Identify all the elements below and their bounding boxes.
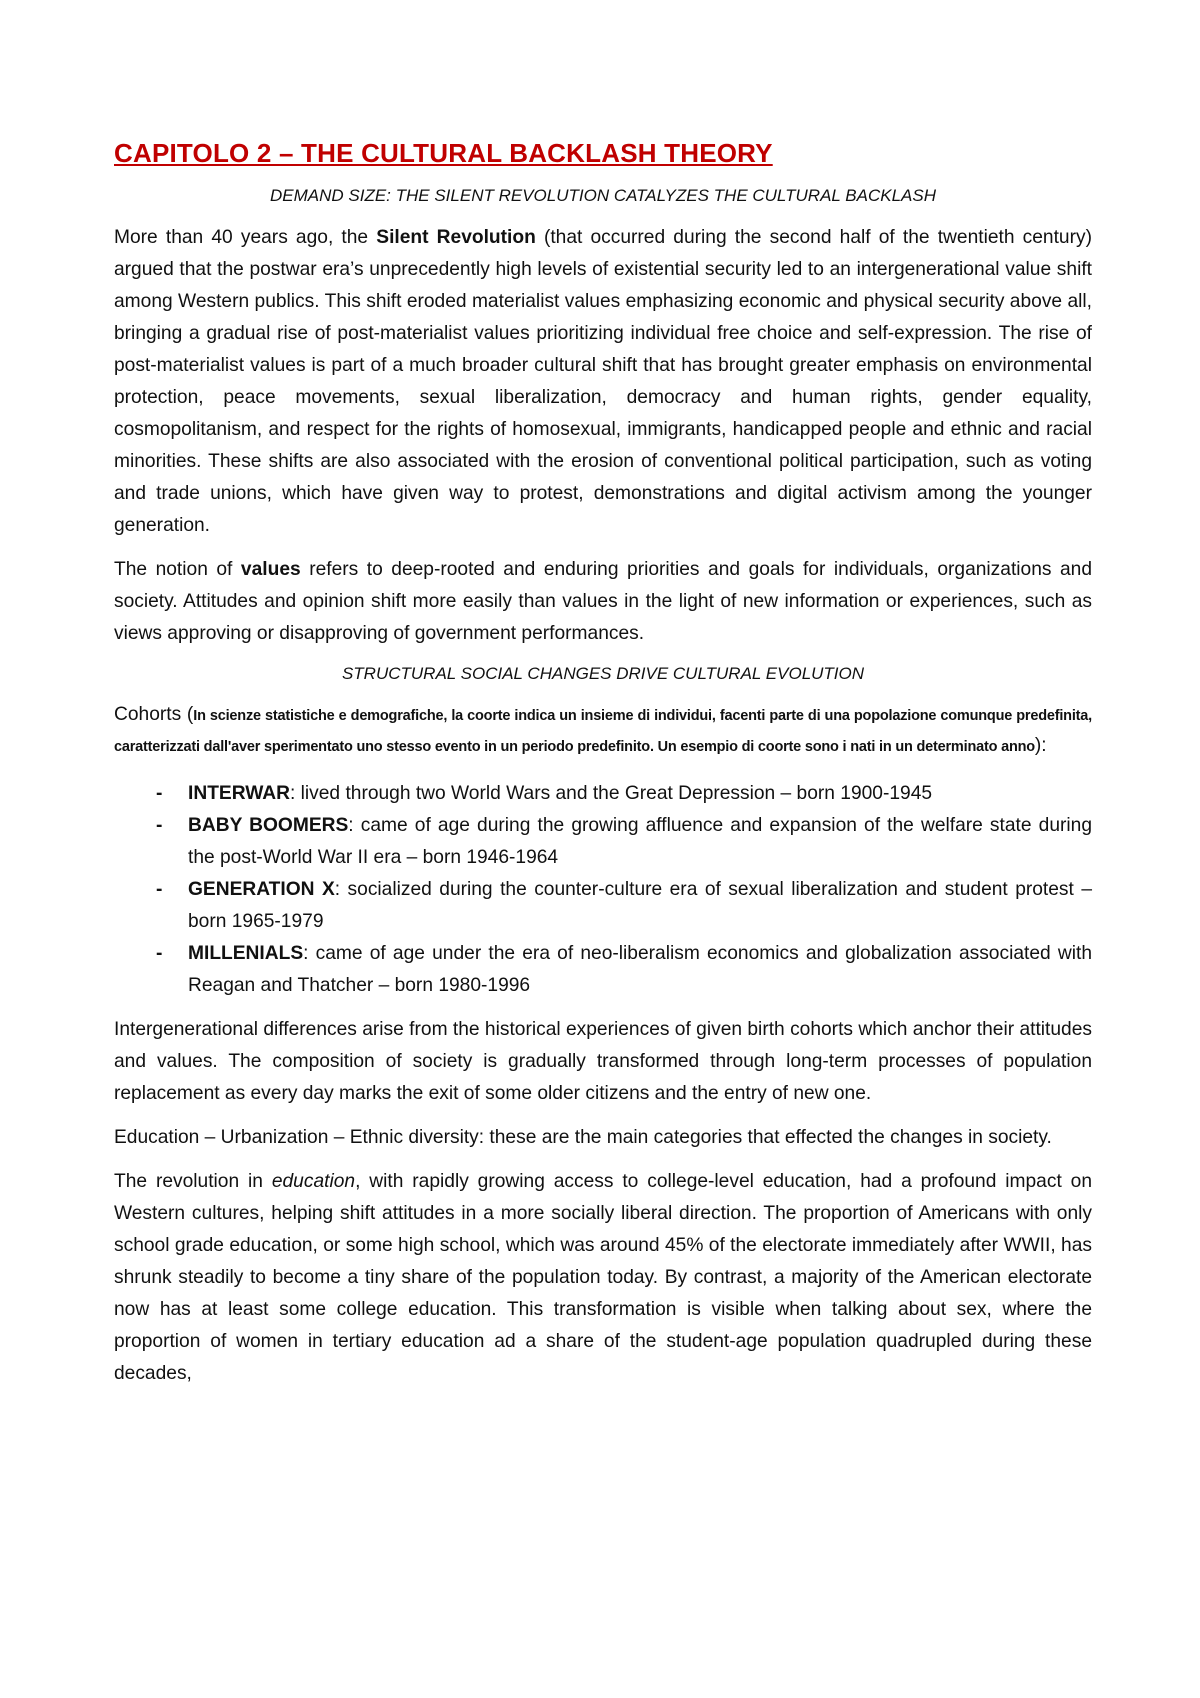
cohort-label: MILLENIALS xyxy=(188,943,304,964)
cohorts-term: Cohorts xyxy=(114,704,182,725)
list-item-millenials: - MILLENIALS: came of age under the era of neo-liberalism economics and globalization associated with Reagan and Thatcher – born 1980-1996 xyxy=(156,943,1092,996)
list-item-baby-boomers: - BABY BOOMERS: came of age during the growing affluence and expansion of the welfare state during the post-World War II era – born 1946-1964 xyxy=(156,815,1092,868)
cohort-label: BABY BOOMERS xyxy=(188,815,349,836)
italic-term-education: education xyxy=(271,1171,356,1192)
list-item-generation-x: - GENERATION X: socialized during the counter-culture era of sexual liberalization and student protest – born 1965-1979 xyxy=(156,879,1092,932)
bold-term-silent-revolution: Silent Revolution xyxy=(376,227,536,248)
paragraph-silent-revolution: More than 40 years ago, the Silent Revolution (that occurred during the second half of the twentieth century) argued that the postwar era’s unprecedently high levels of existential security led to an intergenerational value shift among Western publics. This shift eroded materialist values emphasizing economic and physical security above all, bringing a gradual rise of post-materialist values prioritizing individual free choice and self-expression. The rise of post-materialist values is part of a much broader cultural shift that has brought greater emphasis on environmental protection, peace movements, sexual liberalization, democracy and human rights, gender equality, cosmopolitanism, and respect for the rights of homosexual, immigrants, handicapped people and ethnic and racial minorities. These shifts are also associated with the erosion of conventional political participation, such as voting and trade unions, which have given way to protest, demonstrations and digital activism among the younger generation. xyxy=(114,227,1092,536)
bold-term-values: values xyxy=(240,559,301,580)
paragraph-intergenerational-differences: Intergenerational differences arise from the historical experiences of given birth cohorts which anchor their attitudes and values. The composition of society is gradually transformed through long-term processes of population replacement as every day marks the exit of some older citizens and the entry of new one. xyxy=(114,1019,1092,1104)
chapter-title: CAPITOLO 2 – THE CULTURAL BACKLASH THEORY xyxy=(114,138,773,168)
section-subheading-structural-changes: STRUCTURAL SOCIAL CHANGES DRIVE CULTURAL EVOLUTION xyxy=(341,664,865,683)
section-subheading-demand-size: DEMAND SIZE: THE SILENT REVOLUTION CATALYZES THE CULTURAL BACKLASH xyxy=(270,186,936,205)
document-page xyxy=(114,138,1092,1402)
cohort-list xyxy=(114,778,1092,1002)
list-item-interwar: - INTERWAR: lived through two World Wars and the Great Depression – born 1900-1945 xyxy=(156,783,933,804)
paragraph-main-categories: Education – Urbanization – Ethnic diversity: these are the main categories that effected the changes in society. xyxy=(114,1127,1052,1148)
cohort-label: INTERWAR xyxy=(188,783,290,804)
paragraph-cohorts: Cohorts (In scienze statistiche e demografiche, la coorte indica un insieme di individui, facenti parte di una popolazione comunque predefinita, caratterizzati dall'aver sperimentato uno stesso evento in un periodo predefinito. Un esempio di coorte sono i nati in un determinato anno): xyxy=(114,704,1092,756)
paragraph-education-revolution: The revolution in education, with rapidly growing access to college-level education, had a profound impact on Western cultures, helping shift attitudes in a more socially liberal direction. The proportion of Americans with only school grade education, or some high school, which was around 45% of the electorate immediately after WWII, has shrunk steadily to become a tiny share of the population today. By contrast, a majority of the American electorate now has at least some college education. This transformation is visible when talking about sex, where the proportion of women in tertiary education ad a share of the student-age population quadrupled during these decades, xyxy=(114,1171,1092,1384)
paragraph-values: The notion of values refers to deep-rooted and enduring priorities and goals for individuals, organizations and society. Attitudes and opinion shift more easily than values in the light of new information or experiences, such as views approving or disapproving of government performances. xyxy=(114,559,1093,644)
cohorts-definition-note: In scienze statistiche e demografiche, la coorte indica un insieme di individui, facenti parte di una popolazione comunque predefinita, caratterizzati dall'aver sperimentato uno stesso evento in un periodo predefinito. Un esempio di coorte sono i nati in un determinato anno xyxy=(114,708,1092,755)
cohort-label: GENERATION X xyxy=(188,879,335,900)
